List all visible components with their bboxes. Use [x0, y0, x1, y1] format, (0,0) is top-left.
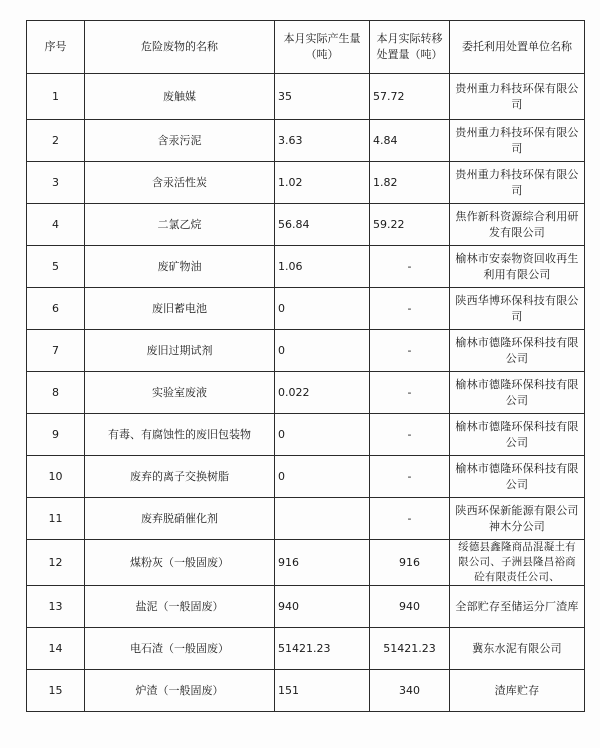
cell-transferred: 59.22	[370, 204, 450, 246]
header-name: 危险废物的名称	[85, 21, 275, 74]
cell-unit: 陕西华博环保科技有限公司	[450, 288, 585, 330]
cell-seq: 1	[27, 74, 85, 120]
cell-unit: 绥德县鑫隆商品混凝土有限公司、子洲县隆昌裕商砼有限责任公司、	[450, 540, 585, 586]
table-row	[27, 204, 585, 246]
table-row	[27, 540, 585, 586]
cell-unit: 榆林市安泰物资回收再生利用有限公司	[450, 246, 585, 288]
cell-name: 实验室废液	[85, 372, 275, 414]
cell-transferred: 1.82	[370, 162, 450, 204]
cell-seq: 9	[27, 414, 85, 456]
cell-transferred: -	[370, 498, 450, 540]
cell-name: 废旧蓄电池	[85, 288, 275, 330]
cell-produced: 1.02	[275, 162, 370, 204]
header-produced-line2: （吨）	[305, 48, 339, 61]
cell-transferred: 4.84	[370, 120, 450, 162]
cell-seq: 4	[27, 204, 85, 246]
cell-name: 含汞活性炭	[85, 162, 275, 204]
header-produced	[275, 21, 370, 74]
cell-transferred: -	[370, 456, 450, 498]
cell-produced: 0	[275, 456, 370, 498]
cell-unit: 焦作新科资源综合利用研发有限公司	[450, 204, 585, 246]
table-row	[27, 670, 585, 712]
table-row	[27, 288, 585, 330]
header-transferred-line2: 处置量（吨）	[376, 48, 443, 61]
header-transferred-line1: 本月实际转移	[376, 32, 443, 45]
cell-seq: 15	[27, 670, 85, 712]
cell-name: 有毒、有腐蚀性的废旧包装物	[85, 414, 275, 456]
cell-produced: 0	[275, 414, 370, 456]
cell-unit: 贵州重力科技环保有限公司	[450, 120, 585, 162]
cell-produced: 35	[275, 74, 370, 120]
cell-produced: 916	[275, 540, 370, 586]
cell-seq: 6	[27, 288, 85, 330]
cell-unit: 贵州重力科技环保有限公司	[450, 162, 585, 204]
cell-name: 含汞污泥	[85, 120, 275, 162]
cell-seq: 12	[27, 540, 85, 586]
cell-seq: 11	[27, 498, 85, 540]
table-row	[27, 120, 585, 162]
table-row	[27, 456, 585, 498]
header-produced-line1: 本月实际产生量	[283, 32, 361, 45]
cell-name: 煤粉灰（一般固废）	[85, 540, 275, 586]
cell-unit: 冀东水泥有限公司	[450, 628, 585, 670]
table-row	[27, 372, 585, 414]
cell-produced: 3.63	[275, 120, 370, 162]
table-row	[27, 414, 585, 456]
cell-unit: 榆林市德隆环保科技有限公司	[450, 330, 585, 372]
table-row	[27, 498, 585, 540]
cell-transferred: 940	[370, 586, 450, 628]
cell-unit: 渣库贮存	[450, 670, 585, 712]
cell-seq: 10	[27, 456, 85, 498]
cell-name: 废触媒	[85, 74, 275, 120]
table-row	[27, 586, 585, 628]
cell-transferred: -	[370, 372, 450, 414]
cell-produced: 940	[275, 586, 370, 628]
cell-seq: 14	[27, 628, 85, 670]
header-transferred	[370, 21, 450, 74]
cell-seq: 8	[27, 372, 85, 414]
cell-unit: 陕西环保新能源有限公司神木分公司	[450, 498, 585, 540]
table-row	[27, 162, 585, 204]
cell-name: 废弃的离子交换树脂	[85, 456, 275, 498]
table-header-row	[27, 21, 585, 74]
cell-unit: 榆林市德隆环保科技有限公司	[450, 372, 585, 414]
cell-transferred: -	[370, 246, 450, 288]
cell-unit: 榆林市德隆环保科技有限公司	[450, 456, 585, 498]
table-row	[27, 628, 585, 670]
cell-name: 炉渣（一般固废）	[85, 670, 275, 712]
cell-transferred: 51421.23	[370, 628, 450, 670]
table-row	[27, 74, 585, 120]
table-row	[27, 246, 585, 288]
table-row	[27, 330, 585, 372]
cell-produced: 1.06	[275, 246, 370, 288]
cell-produced	[275, 498, 370, 540]
hazardous-waste-table	[26, 20, 585, 712]
cell-seq: 3	[27, 162, 85, 204]
cell-name: 二氯乙烷	[85, 204, 275, 246]
cell-produced: 0	[275, 288, 370, 330]
cell-transferred: -	[370, 330, 450, 372]
cell-seq: 7	[27, 330, 85, 372]
cell-transferred: -	[370, 288, 450, 330]
cell-unit: 贵州重力科技环保有限公司	[450, 74, 585, 120]
cell-unit: 全部贮存至储运分厂渣库	[450, 586, 585, 628]
cell-transferred: 57.72	[370, 74, 450, 120]
cell-produced: 51421.23	[275, 628, 370, 670]
cell-unit: 榆林市德隆环保科技有限公司	[450, 414, 585, 456]
cell-produced: 0.022	[275, 372, 370, 414]
cell-produced: 56.84	[275, 204, 370, 246]
cell-seq: 13	[27, 586, 85, 628]
cell-transferred: 916	[370, 540, 450, 586]
cell-name: 盐泥（一般固废）	[85, 586, 275, 628]
cell-seq: 5	[27, 246, 85, 288]
header-seq: 序号	[27, 21, 85, 74]
header-unit: 委托利用处置单位名称	[450, 21, 585, 74]
cell-name: 废旧过期试剂	[85, 330, 275, 372]
cell-name: 电石渣（一般固废）	[85, 628, 275, 670]
cell-transferred: 340	[370, 670, 450, 712]
cell-produced: 151	[275, 670, 370, 712]
cell-name: 废矿物油	[85, 246, 275, 288]
cell-seq: 2	[27, 120, 85, 162]
cell-transferred: -	[370, 414, 450, 456]
cell-name: 废弃脱硝催化剂	[85, 498, 275, 540]
cell-produced: 0	[275, 330, 370, 372]
